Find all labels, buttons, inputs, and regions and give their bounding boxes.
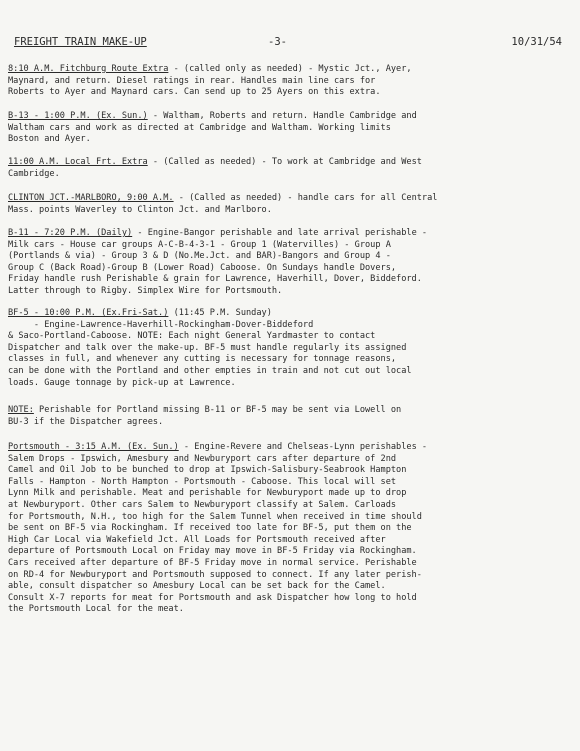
entry-text: (Portlands & via) - Group 3 & D (No.Me.Jct. and BAR)-Bangors and Group 4 -	[8, 251, 391, 262]
entry-text: Latter through to Rigby. Simplex Wire for Portsmouth.	[8, 285, 283, 296]
entry-text: Salem Drops - Ipswich, Amesbury and Newburyport cars after departure of 2nd	[8, 453, 397, 464]
entry-text: - (called only as needed) - Mystic Jct., Ayer,	[168, 64, 412, 74]
entry-text: BU-3 if the Dispatcher agrees.	[8, 416, 164, 427]
document-title: FREIGHT TRAIN MAKE-UP	[14, 36, 147, 48]
entry-bf5	[8, 308, 572, 389]
entry-heading: CLINTON JCT.-MARLBORO, 9:00 A.M.	[8, 193, 174, 203]
entry-text: High Car Local via Wakefield Jct. All Loads for Portsmouth received after	[8, 534, 386, 545]
entry-text: loads. Gauge tonnage by pick-up at Lawrence.	[8, 377, 236, 388]
entry-text: classes in full, and whenever any cutting is necessary for tonnage reasons,	[8, 354, 397, 365]
entry-text: (11:45 P.M. Sunday)	[168, 308, 272, 318]
entry-text: Group C (Back Road)-Group B (Lower Road) Caboose. On Sundays handle Dovers,	[8, 262, 397, 273]
entry-heading: 11:00 A.M. Local Frt. Extra	[8, 157, 148, 167]
entry-text: Cars received after departure of BF-5 Friday move in normal service. Perishable	[8, 557, 417, 568]
entry-heading: NOTE:	[8, 405, 34, 415]
entry-text: Perishable for Portland missing B-11 or BF-5 may be sent via Lowell on	[33, 405, 402, 415]
entry-text: Falls - Hampton - North Hampton - Portsmouth - Caboose. This local will set	[8, 476, 397, 487]
entry-text: on RD-4 for Newburyport and Portsmouth supposed to connect. If any later perish-	[8, 569, 422, 580]
entry-text: - Waltham, Roberts and return. Handle Cambridge and	[147, 111, 417, 121]
entry-text: Friday handle rush Perishable & grain for Lawrence, Haverhill, Dover, Biddeford.	[8, 274, 422, 285]
entry-heading: BF-5 - 10:00 P.M. (Ex.Fri-Sat.)	[8, 308, 169, 318]
entry-portsmouth	[8, 442, 572, 616]
entry-text: be sent on BF-5 via Rockingham. If received too late for BF-5, put them on the	[8, 523, 412, 534]
entry-b13	[8, 111, 572, 146]
entry-text: Boston and Ayer.	[8, 134, 91, 145]
entry-text: departure of Portsmouth Local on Friday may move in BF-5 Friday via Rockingham.	[8, 546, 417, 557]
entry-text: - Engine-Revere and Chelseas-Lynn perishables -	[178, 442, 428, 452]
entry-text: Lynn Milk and perishable. Meat and perishable for Newburyport made up to drop	[8, 488, 407, 499]
entry-text: can be done with the Portland and other empties in train and not cut out local	[8, 365, 412, 376]
entry-text: Cambridge.	[8, 168, 60, 179]
entry-text: Maynard, and return. Diesel ratings in rear. Handles main line cars for	[8, 75, 376, 86]
entry-text: the Portsmouth Local for the meat.	[8, 604, 184, 615]
entry-note	[8, 405, 572, 428]
entry-text: at Newburyport. Other cars Salem to Newburyport classify at Salem. Carloads	[8, 499, 397, 510]
page-header	[14, 36, 566, 50]
entry-text: & Saco-Portland-Caboose. NOTE: Each night General Yardmaster to contact	[8, 331, 376, 342]
entry-text: Camel and Oil Job to be bunched to drop at Ipswich-Salisbury-Seabrook Hampton	[8, 465, 407, 476]
entry-text: able, consult dispatcher so Amesbury Local can be set back for the Camel.	[8, 581, 386, 592]
entry-text: - Engine-Bangor perishable and late arrival perishable -	[132, 228, 428, 238]
entry-text: - Engine-Lawrence-Haverhill-Rockingham-Dover-Biddeford	[8, 319, 314, 330]
entry-text: for Portsmouth, N.H., too high for the Salem Tunnel when received in time should	[8, 511, 422, 522]
entry-heading: B-13 - 1:00 P.M. (Ex. Sun.)	[8, 111, 148, 121]
entry-text: Milk cars - House car groups A-C-B-4-3-1 - Group 1 (Watervilles) - Group A	[8, 239, 391, 250]
entry-heading: Portsmouth - 3:15 A.M. (Ex. Sun.)	[8, 442, 179, 452]
entry-text: Mass. points Waverley to Clinton Jct. and Marlboro.	[8, 204, 272, 215]
entry-text: Dispatcher and talk over the make-up. BF-5 must handle regularly its assigned	[8, 342, 407, 353]
entry-local-frt-extra	[8, 157, 572, 180]
entry-text: - (Called as needed) - To work at Cambridge and West	[147, 157, 422, 167]
document-date: 10/31/54	[511, 36, 562, 48]
entry-fitchburg-route-extra	[8, 64, 572, 99]
entry-b11	[8, 228, 572, 298]
entry-clinton-jct-marlboro	[8, 193, 572, 216]
entry-heading: 8:10 A.M. Fitchburg Route Extra	[8, 64, 169, 74]
page-number: -3-	[268, 36, 287, 48]
entry-text: Consult X-7 reports for meat for Portsmouth and ask Dispatcher how long to hold	[8, 592, 417, 603]
entry-text: Waltham cars and work as directed at Cambridge and Waltham. Working limits	[8, 122, 391, 133]
entry-text: - (Called as needed) - handle cars for all Central	[173, 193, 438, 203]
entry-text: Roberts to Ayer and Maynard cars. Can send up to 25 Ayers on this extra.	[8, 87, 381, 98]
entry-heading: B-11 - 7:20 P.M. (Daily)	[8, 228, 133, 238]
